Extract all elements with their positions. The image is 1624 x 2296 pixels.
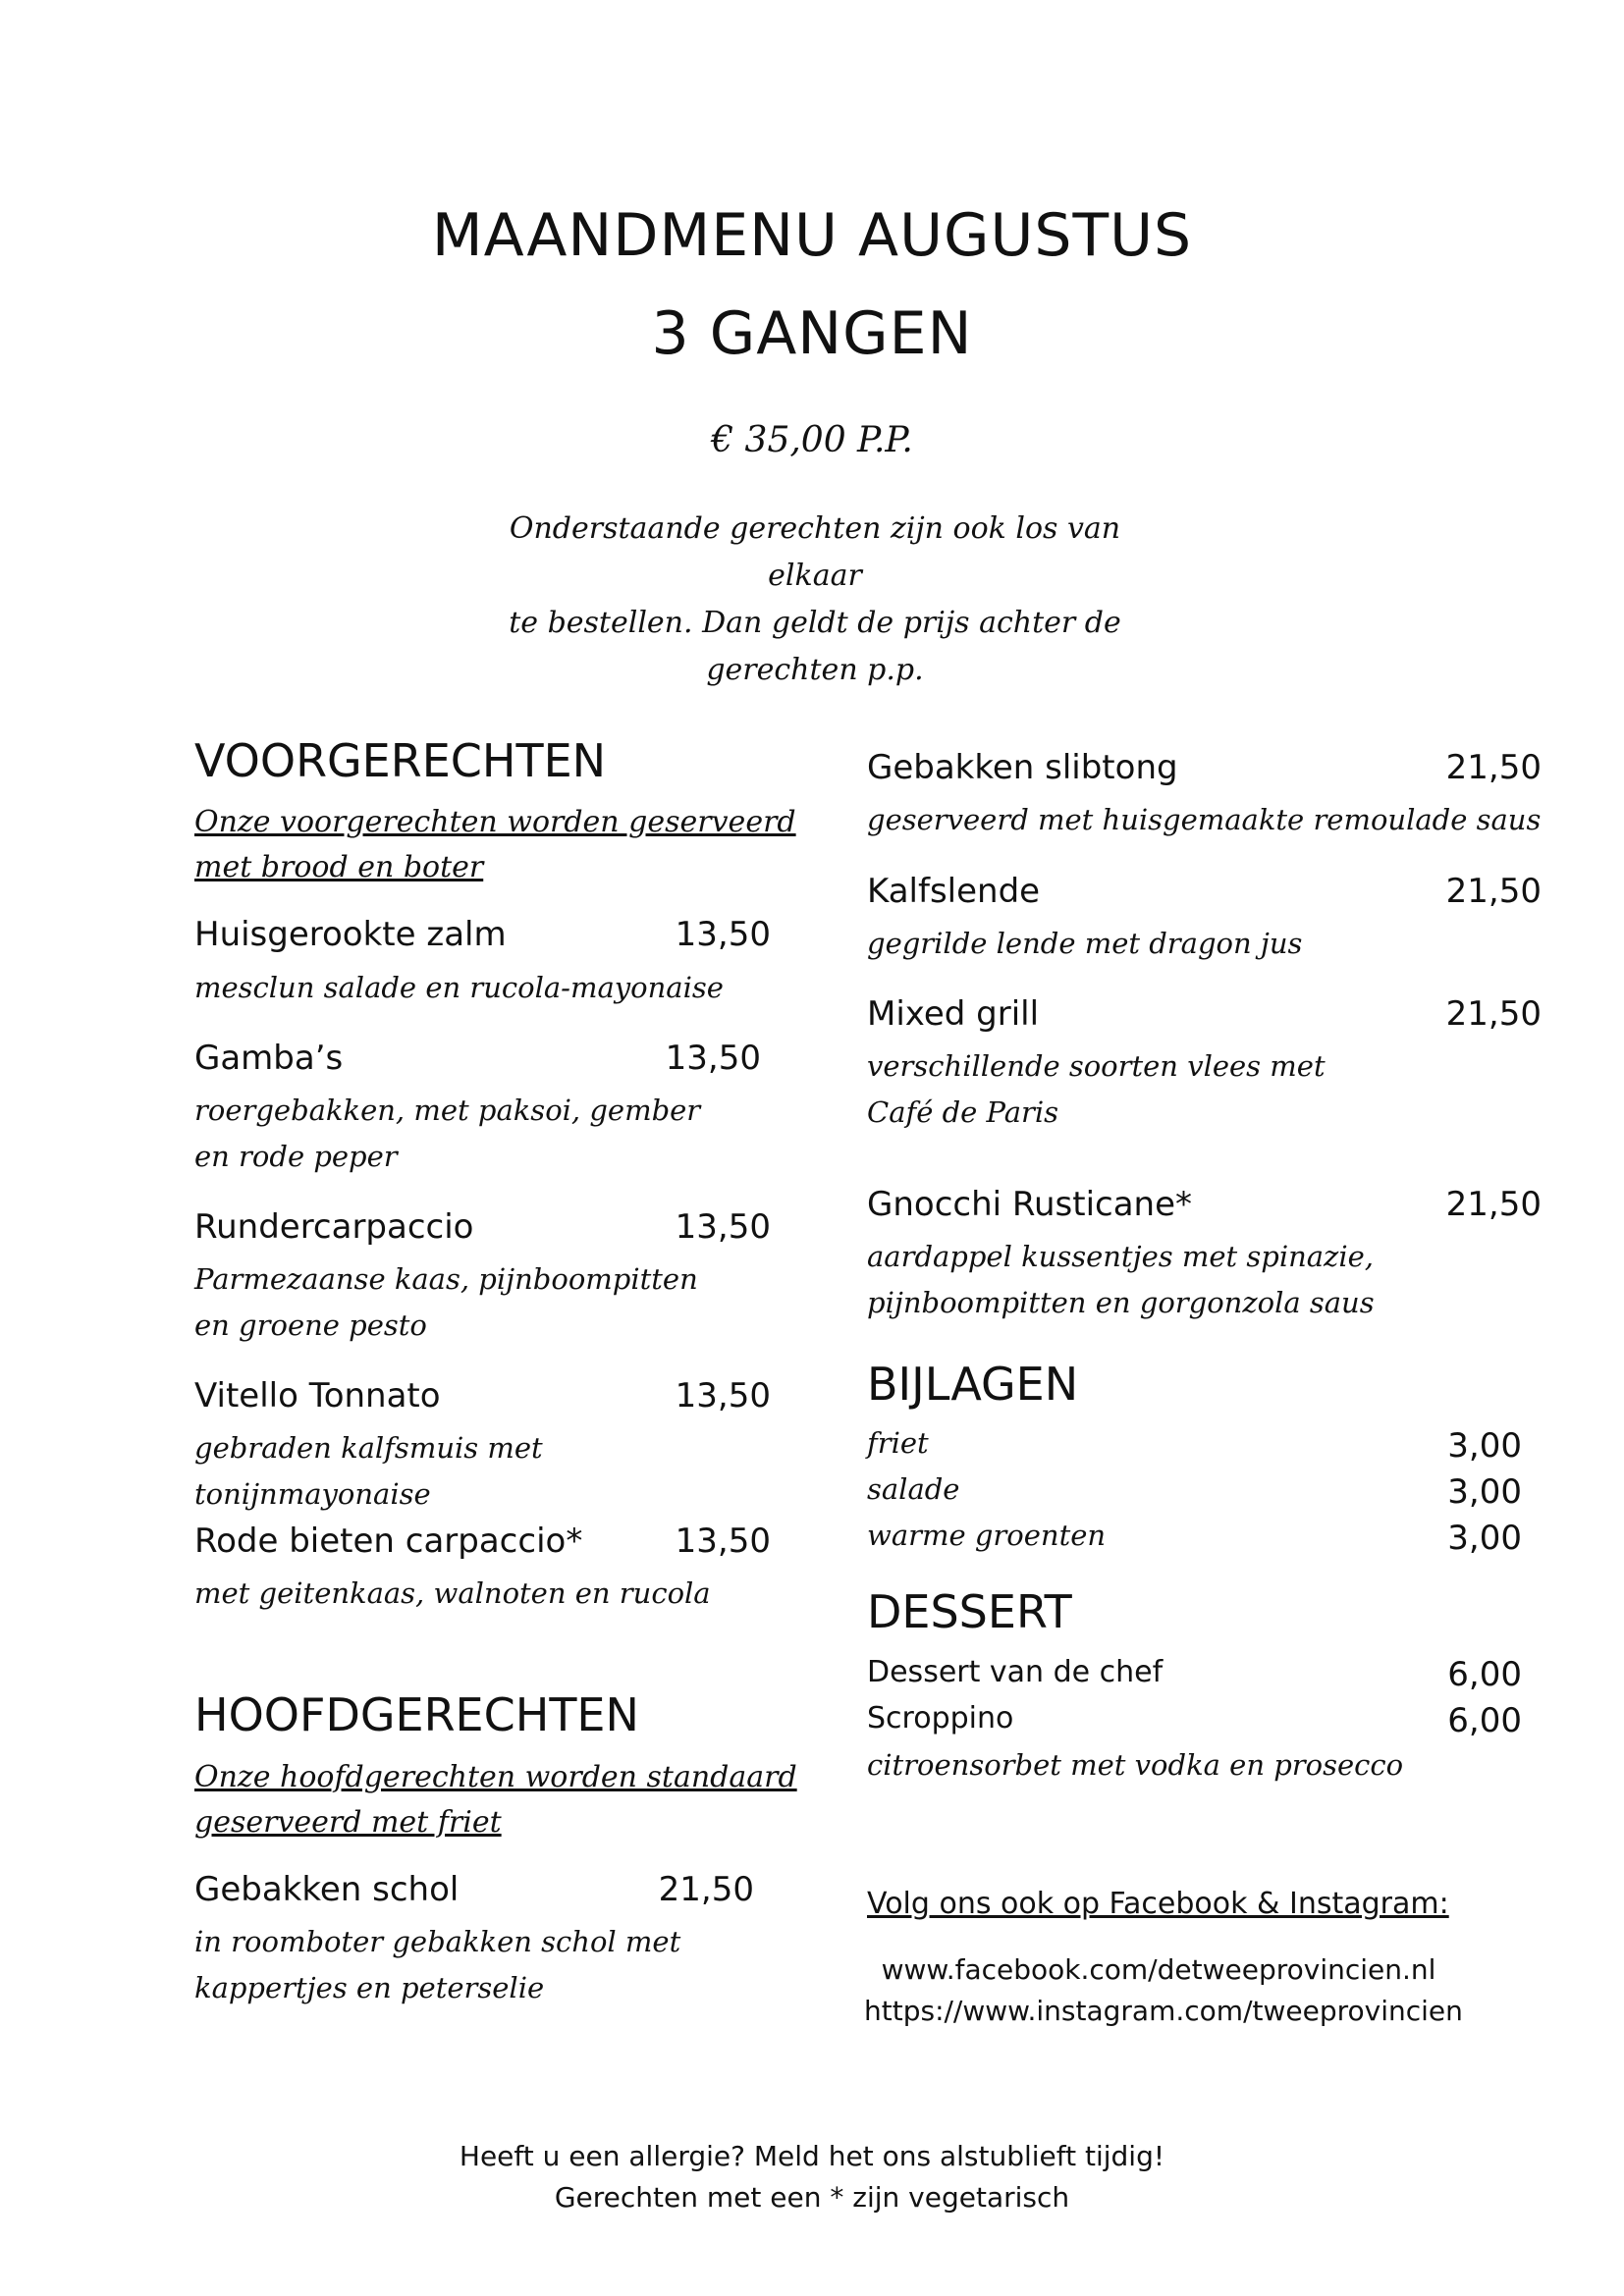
dish-price: 13,50 bbox=[675, 1207, 771, 1247]
description-line: en groene pesto bbox=[194, 1308, 427, 1342]
dish-price: 13,50 bbox=[675, 1376, 771, 1415]
side-dish-price: 3,00 bbox=[1447, 1426, 1522, 1466]
dish-name: Huisgerookte zalm bbox=[194, 915, 507, 954]
dessert-price: 6,00 bbox=[1447, 1655, 1522, 1694]
dessert-description: citroensorbet met vodka en prosecco bbox=[867, 1748, 1404, 1782]
dish-name: Vitello Tonnato bbox=[194, 1376, 441, 1415]
menu-price: € 35,00 P.P. bbox=[711, 420, 913, 460]
description-line: kappertjes en peterselie bbox=[194, 1971, 545, 2004]
description-line: Café de Paris bbox=[867, 1095, 1059, 1129]
dish-name: Gebakken slibtong bbox=[867, 748, 1178, 787]
dish-description bbox=[194, 1919, 680, 2011]
dish-name: Gebakken schol bbox=[194, 1870, 460, 1909]
section-heading-bijlagen: BIJLAGEN bbox=[867, 1358, 1079, 1411]
description-line: aardappel kussentjes met spinazie, bbox=[867, 1240, 1374, 1273]
description-line: gebraden kalfsmuis met bbox=[194, 1431, 543, 1465]
dish-price: 21,50 bbox=[1445, 872, 1542, 911]
allergy-notice: Heeft u een allergie? Meld het ons alstublieft tijdig! bbox=[459, 2140, 1165, 2172]
side-dish-name: warme groenten bbox=[867, 1519, 1107, 1552]
description-line: roergebakken, met paksoi, gember bbox=[194, 1094, 701, 1127]
dish-description bbox=[867, 1234, 1375, 1326]
dish-price: 13,50 bbox=[675, 915, 771, 954]
social-heading: Volg ons ook op Facebook & Instagram: bbox=[867, 1887, 1449, 1921]
dish-price: 21,50 bbox=[1445, 994, 1542, 1034]
dish-name: Rundercarpaccio bbox=[194, 1207, 474, 1247]
dish-name: Kalfslende bbox=[867, 872, 1041, 911]
dish-description bbox=[867, 1043, 1326, 1136]
section-heading-hoofdgerechten: HOOFDGERECHTEN bbox=[194, 1688, 639, 1741]
description-line: pijnboompitten en gorgonzola saus bbox=[867, 1286, 1375, 1319]
dish-description: met geitenkaas, walnoten en rucola bbox=[194, 1576, 711, 1610]
side-dish-name: friet bbox=[867, 1426, 929, 1460]
section-heading-voorgerechten: VOORGERECHTEN bbox=[194, 734, 607, 787]
intro-line: te bestellen. Dan geldt de prijs achter de bbox=[509, 606, 1121, 640]
dish-price: 13,50 bbox=[675, 1522, 771, 1561]
description-line: tonijnmayonaise bbox=[194, 1477, 431, 1511]
description-line: verschillende soorten vlees met bbox=[867, 1049, 1326, 1083]
side-dish-price: 3,00 bbox=[1447, 1519, 1522, 1558]
note-line: Onze voorgerechten worden geserveerd bbox=[194, 805, 796, 839]
dish-description bbox=[194, 1425, 543, 1518]
dish-name: Gnocchi Rusticane* bbox=[867, 1185, 1193, 1224]
intro-text bbox=[471, 506, 1159, 694]
side-dish-price: 3,00 bbox=[1447, 1472, 1522, 1512]
side-dish-name: salade bbox=[867, 1472, 960, 1506]
dish-price: 21,50 bbox=[1445, 748, 1542, 787]
dish-description: geserveerd met huisgemaakte remoulade saus bbox=[867, 803, 1542, 836]
description-line: Parmezaanse kaas, pijnboompitten bbox=[194, 1262, 698, 1296]
dish-name: Mixed grill bbox=[867, 994, 1040, 1034]
description-line: en rode peper bbox=[194, 1140, 398, 1173]
dessert-name: Dessert van de chef bbox=[867, 1655, 1164, 1689]
note-line: met brood en boter bbox=[194, 850, 484, 884]
dish-name: Rode bieten carpaccio* bbox=[194, 1522, 583, 1561]
dish-description: gegrilde lende met dragon jus bbox=[867, 927, 1303, 960]
note-line: Onze hoofdgerechten worden standaard bbox=[194, 1760, 797, 1794]
description-line: in roomboter gebakken schol met bbox=[194, 1925, 681, 1958]
dish-description: mesclun salade en rucola-mayonaise bbox=[194, 971, 724, 1004]
facebook-link[interactable]: www.facebook.com/detweeprovincien.nl bbox=[881, 1953, 1436, 1986]
dessert-name: Scroppino bbox=[867, 1701, 1014, 1735]
dish-description bbox=[194, 1256, 698, 1349]
intro-line: gerechten p.p. bbox=[706, 653, 924, 687]
intro-line: Onderstaande gerechten zijn ook los van elkaar bbox=[509, 511, 1121, 593]
hoofdgerechten-note bbox=[194, 1755, 797, 1845]
note-line: geserveerd met friet bbox=[194, 1805, 502, 1840]
section-heading-dessert: DESSERT bbox=[867, 1585, 1072, 1638]
instagram-link[interactable]: https://www.instagram.com/tweeprovincien bbox=[864, 1995, 1463, 2027]
vegetarian-notice: Gerechten met een * zijn vegetarisch bbox=[554, 2181, 1070, 2214]
dish-price: 21,50 bbox=[658, 1870, 754, 1909]
dessert-price: 6,00 bbox=[1447, 1701, 1522, 1740]
menu-title: MAANDMENU AUGUSTUS bbox=[431, 201, 1193, 270]
voorgerechten-note bbox=[194, 800, 796, 890]
dish-price: 21,50 bbox=[1445, 1185, 1542, 1224]
dish-name: Gamba’s bbox=[194, 1039, 344, 1078]
menu-subtitle: 3 GANGEN bbox=[651, 299, 973, 368]
dish-description bbox=[194, 1088, 700, 1180]
dish-price: 13,50 bbox=[665, 1039, 761, 1078]
